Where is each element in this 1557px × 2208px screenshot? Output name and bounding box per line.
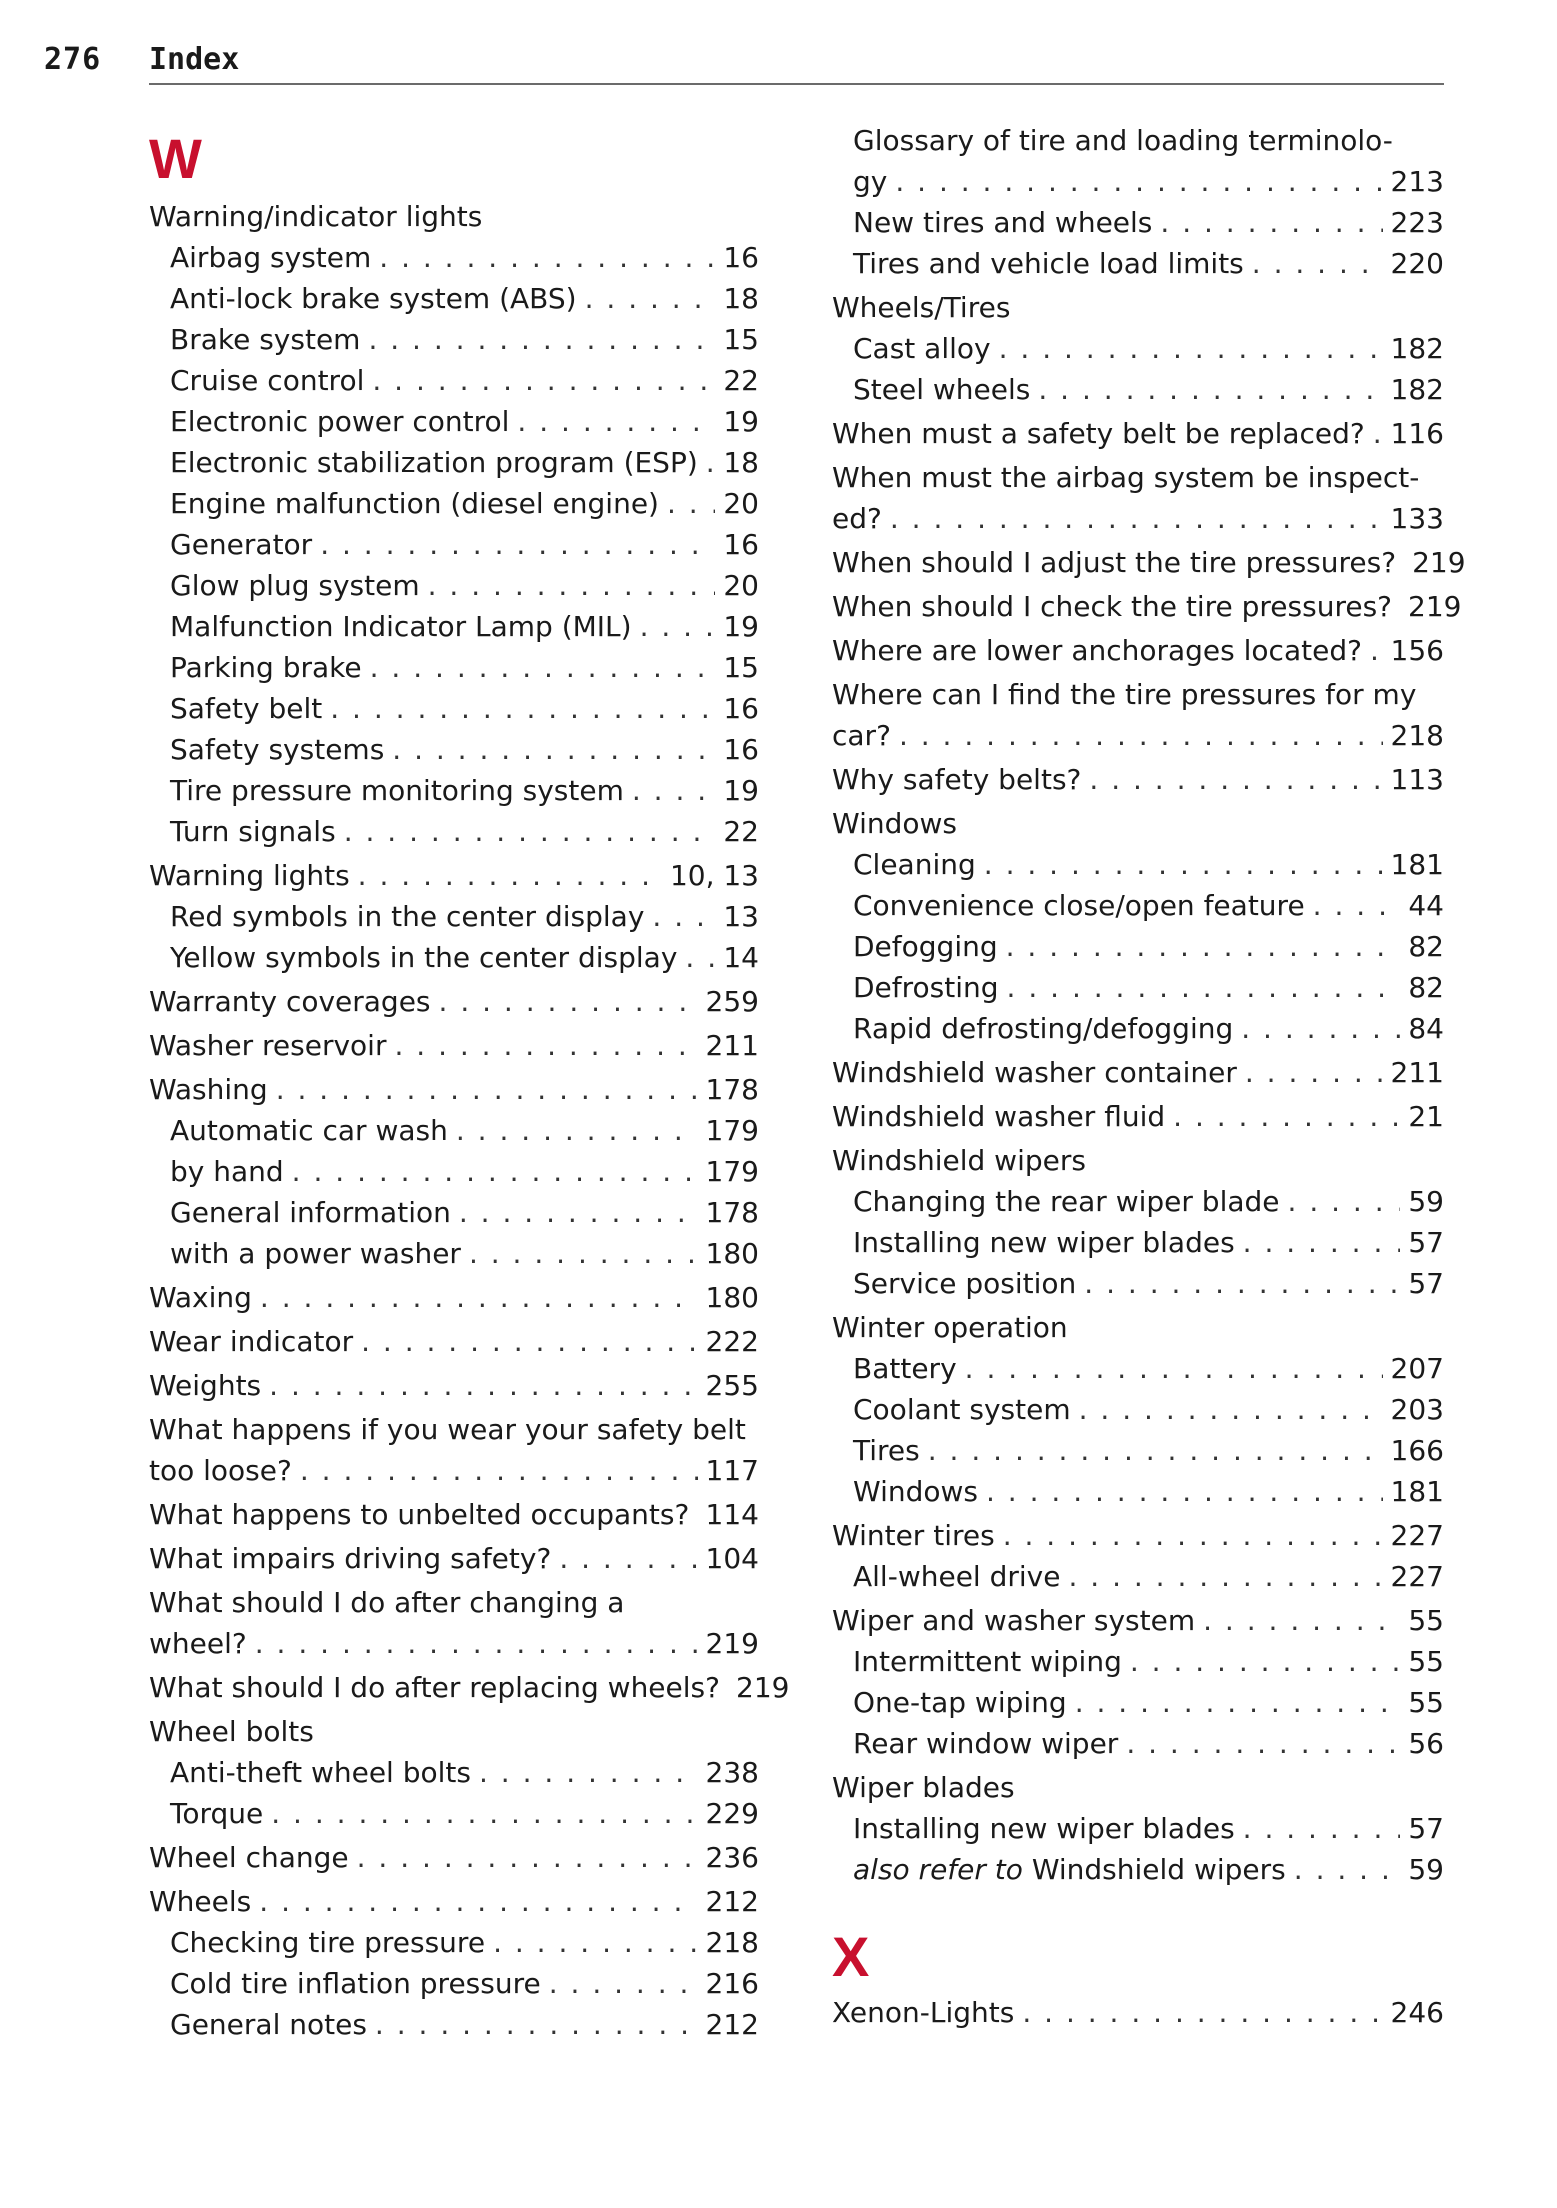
index-entry: Washing . . . 178 [149,1069,759,1110]
index-heading: Windshield wipers [832,1144,1086,1177]
index-entry: Wear indicator . . . 222 [149,1321,759,1362]
index-entry: Waxing . . . 180 [149,1277,759,1318]
index-subentry: Electronic stabilization program (ESP) . . . 18 [149,442,759,483]
index-entry-line2: wheel? . . . 219 [149,1623,759,1664]
index-entry: Where are lower anchorages located? . . . 156 [832,630,1444,671]
index-heading: Wheels/Tires [832,291,1011,324]
header-rule [149,83,1444,85]
index-entry: Winter tires . . . 227 [832,1515,1444,1556]
index-entry: Wheels . . . 212 [149,1881,759,1922]
index-entry: Why safety belts? . . . 113 [832,759,1444,800]
index-subentry: by hand . . . 179 [149,1151,759,1192]
index-heading: Wiper blades [832,1771,1015,1804]
index-entry-line1: Where can I find the tire pressures for my [832,678,1417,711]
index-heading: Wheel bolts [149,1715,314,1748]
index-subentry-line2: gy . . . 213 [832,161,1444,202]
index-subentry: Generator . . . 16 [149,524,759,565]
index-subentry: Anti-lock brake system (ABS) . . . 18 [149,278,759,319]
index-subentry: Battery . . . 207 [832,1348,1444,1389]
index-subentry-line1: Glossary of tire and loading terminolo- [853,124,1393,157]
index-subentry: Defrosting . . . 82 [832,967,1444,1008]
index-subentry: Brake system . . . 15 [149,319,759,360]
index-subentry: Installing new wiper blades . . . 57 [832,1222,1444,1263]
index-entry: Wiper and washer system . . . 55 [832,1600,1444,1641]
index-subentry: One-tap wiping . . . 55 [832,1682,1444,1723]
index-subentry: Tire pressure monitoring system . . . 19 [149,770,759,811]
index-column-right [832,120,1466,2033]
index-entry: When should I adjust the tire pressures? 219 [832,546,1466,579]
index-subentry: Parking brake . . . 15 [149,647,759,688]
cross-reference-target: Windshield wipers [1031,1853,1286,1886]
page-header [44,36,1444,86]
index-subentry: Steel wheels . . . 182 [832,369,1444,410]
index-entry: Warranty coverages . . . 259 [149,981,759,1022]
section-title: Index [149,42,240,77]
index-entry-line2: car? . . . 218 [832,715,1444,756]
index-subentry: Defogging . . . 82 [832,926,1444,967]
index-entry: Xenon-Lights . . . 246 [832,1992,1444,2033]
index-subentry: Cast alloy . . . 182 [832,328,1444,369]
index-entry: Windshield washer fluid . . . 21 [832,1096,1444,1137]
index-subentry: General notes . . . 212 [149,2004,759,2045]
index-subentry: Coolant system . . . 203 [832,1389,1444,1430]
index-subentry: Cold tire inflation pressure . . . 216 [149,1963,759,2004]
index-subentry: Airbag system . . . 16 [149,237,759,278]
index-subentry: Cruise control . . . 22 [149,360,759,401]
index-entry: What impairs driving safety? . . . 104 [149,1538,759,1579]
index-subentry: Anti-theft wheel bolts . . . 238 [149,1752,759,1793]
index-heading: Warning/indicator lights [149,200,483,233]
index-entry-line1: When must the airbag system be inspect- [832,461,1420,494]
index-subentry: Rapid defrosting/defogging . . . 84 [832,1008,1444,1049]
index-subentry: Service position . . . 57 [832,1263,1444,1304]
letter-heading-w: W [149,127,202,190]
index-column-left [149,120,790,2045]
index-entry: When must a safety belt be replaced? . . . 116 [832,413,1444,454]
index-subentry: Checking tire pressure . . . 218 [149,1922,759,1963]
index-entry: Wheel change . . . 236 [149,1837,759,1878]
index-entry: Windshield washer container . . . 211 [832,1052,1444,1093]
index-entry-line2: ed? . . . 133 [832,498,1444,539]
index-entry-line2: too loose? . . . 117 [149,1450,759,1491]
index-entry: What happens to unbelted occupants? . . . 114 [149,1494,759,1535]
page-number: 276 [44,42,102,77]
index-heading: Winter operation [832,1311,1068,1344]
index-subentry: All-wheel drive . . . 227 [832,1556,1444,1597]
index-subentry: Tires and vehicle load limits . . . 220 [832,243,1444,284]
index-subentry: Torque . . . 229 [149,1793,759,1834]
index-subentry: Tires . . . 166 [832,1430,1444,1471]
index-subentry: Safety systems . . . 16 [149,729,759,770]
index-entry: Washer reservoir . . . 211 [149,1025,759,1066]
index-subentry: General information . . . 178 [149,1192,759,1233]
letter-heading-x: X [832,1925,870,1988]
index-subentry: Changing the rear wiper blade . . . 59 [832,1181,1444,1222]
index-entry: Warning lights . . . 10, 13 [149,855,759,896]
index-subentry: New tires and wheels . . . 223 [832,202,1444,243]
index-subentry: Installing new wiper blades . . . 57 [832,1808,1444,1849]
index-subentry: Automatic car wash . . . 179 [149,1110,759,1151]
index-subentry: Red symbols in the center display . . . 13 [149,896,759,937]
index-heading: Windows [832,807,957,840]
index-subentry: Yellow symbols in the center display . . . 14 [149,937,759,978]
index-subentry: Glow plug system . . . 20 [149,565,759,606]
cross-reference-label: also refer to [853,1853,1023,1886]
index-entry: Weights . . . 255 [149,1365,759,1406]
index-entry-line1: What should I do after changing a [149,1586,625,1619]
index-subentry: Engine malfunction (diesel engine) . . . 20 [149,483,759,524]
index-entry: What should I do after replacing wheels? 219 [149,1671,790,1704]
cross-reference: also refer to Windshield wipers . . . 59 [832,1849,1444,1890]
index-subentry: Windows . . . 181 [832,1471,1444,1512]
index-subentry: Safety belt . . . 16 [149,688,759,729]
index-subentry: Rear window wiper . . . 56 [832,1723,1444,1764]
index-entry-line1: What happens if you wear your safety belt [149,1413,746,1446]
index-subentry: Malfunction Indicator Lamp (MIL) . . . 19 [149,606,759,647]
index-subentry: Intermittent wiping . . . 55 [832,1641,1444,1682]
index-subentry: Electronic power control . . . 19 [149,401,759,442]
index-subentry: Cleaning . . . 181 [832,844,1444,885]
index-entry: When should I check the tire pressures? 219 [832,590,1462,623]
index-subentry: Convenience close/open feature . . . 44 [832,885,1444,926]
index-subentry: with a power washer . . . 180 [149,1233,759,1274]
index-subentry: Turn signals . . . 22 [149,811,759,852]
